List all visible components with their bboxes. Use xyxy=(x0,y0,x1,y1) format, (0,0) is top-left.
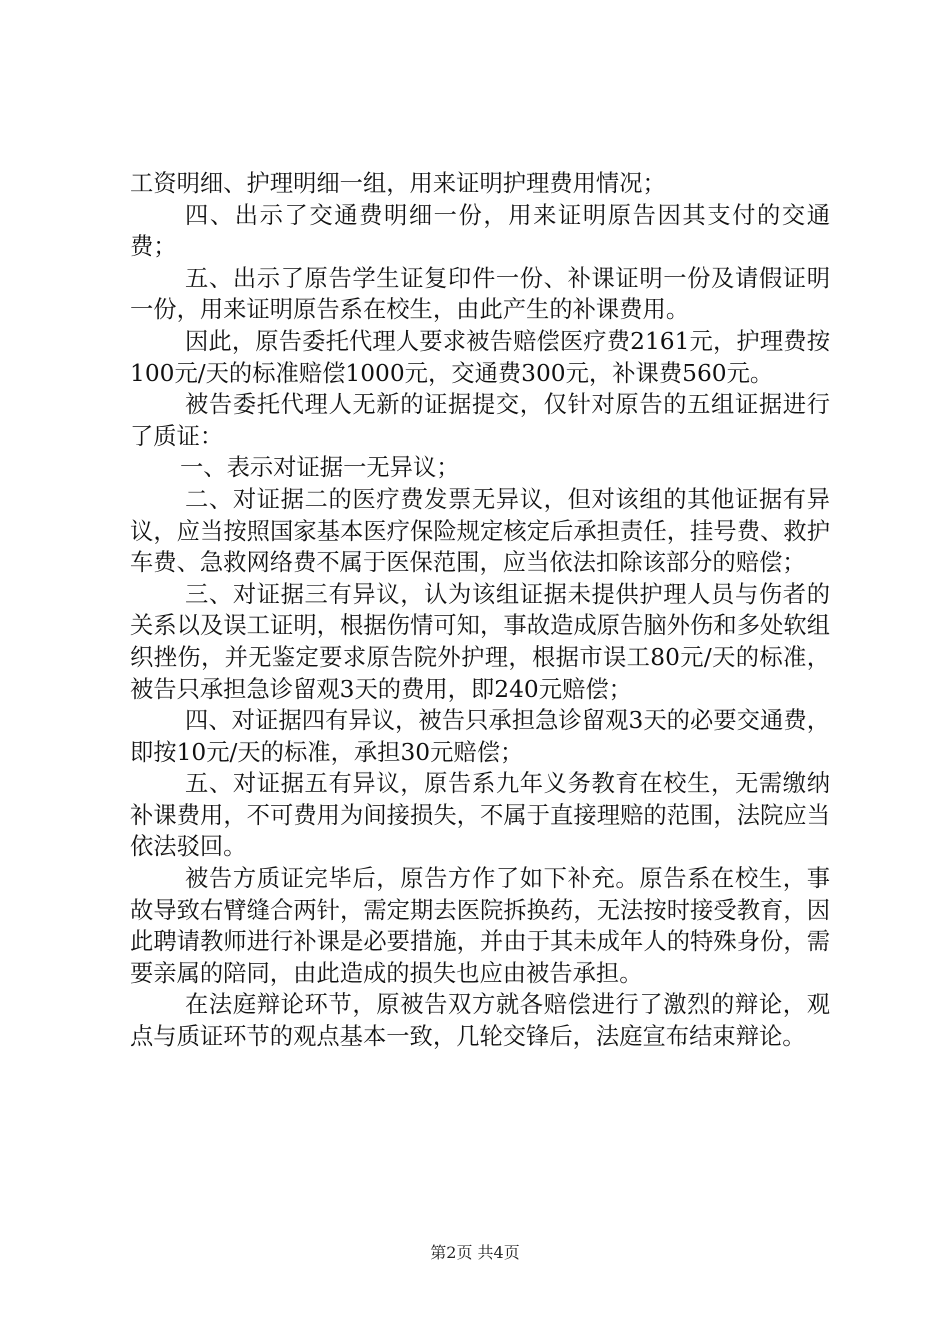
paragraph-defendant-intro: 被告委托代理人无新的证据提交，仅针对原告的五组证据进行了质证： xyxy=(130,391,830,450)
paragraph-cross-exam-four: 四、对证据四有异议，被告只承担急诊留观3天的必要交通费，即按10元/天的标准，承担30元赔偿； xyxy=(130,707,830,766)
paragraph-cross-exam-one: 一、表示对证据一无异议； xyxy=(180,454,460,482)
paragraph-nursing-evidence: 工资明细、护理明细一组，用来证明护理费用情况； xyxy=(130,170,666,197)
paragraph-cross-exam-three: 三、对证据三有异议，认为该组证据未提供护理人员与伤者的关系以及误工证明，根据伤情可知，事故造成原告脑外伤和多处软组织挫伤，并无鉴定要求原告院外护理，根据市误工80元/天的标准，被告只承担急诊留观3天的费用，即240元赔偿； xyxy=(130,580,830,703)
page-footer: 第2页 共4页 xyxy=(430,1243,520,1262)
paragraph-evidence-five: 五、出示了原告学生证复印件一份、补课证明一份及请假证明一份，用来证明原告系在校生，由此产生的补课费用。 xyxy=(130,264,830,324)
paragraph-claim-summary: 因此，原告委托代理人要求被告赔偿医疗费2161元，护理费按100元/天的标准赔偿1000元，交通费300元，补课费560元。 xyxy=(130,327,830,387)
paragraph-cross-exam-five: 五、对证据五有异议，原告系九年义务教育在校生，无需缴纳补课费用，不可费用为间接损失，不属于直接理赔的范围，法院应当依法驳回。 xyxy=(130,770,830,861)
paragraph-court-debate: 在法庭辩论环节，原被告双方就各赔偿进行了激烈的辩论，观点与质证环节的观点基本一致，几轮交锋后，法庭宣布结束辩论。 xyxy=(130,991,830,1051)
paragraph-cross-exam-two: 二、对证据二的医疗费发票无异议，但对该组的其他证据有异议，应当按照国家基本医疗保险规定核定后承担责任，挂号费、救护车费、急救网络费不属于医保范围，应当依法扣除该部分的赔偿； xyxy=(130,485,830,577)
paragraph-evidence-four: 四、出示了交通费明细一份，用来证明原告因其支付的交通费； xyxy=(130,201,830,261)
paragraph-plaintiff-supplement: 被告方质证完毕后，原告方作了如下补充。原告系在校生，事故导致右臂缝合两针，需定期去医院拆换药，无法按时接受教育，因此聘请教师进行补课是必要措施，并由于其未成年人的特殊身份，需要亲属的陪同，由此造成的损失也应由被告承担。 xyxy=(130,865,830,987)
document-body xyxy=(130,168,830,1053)
